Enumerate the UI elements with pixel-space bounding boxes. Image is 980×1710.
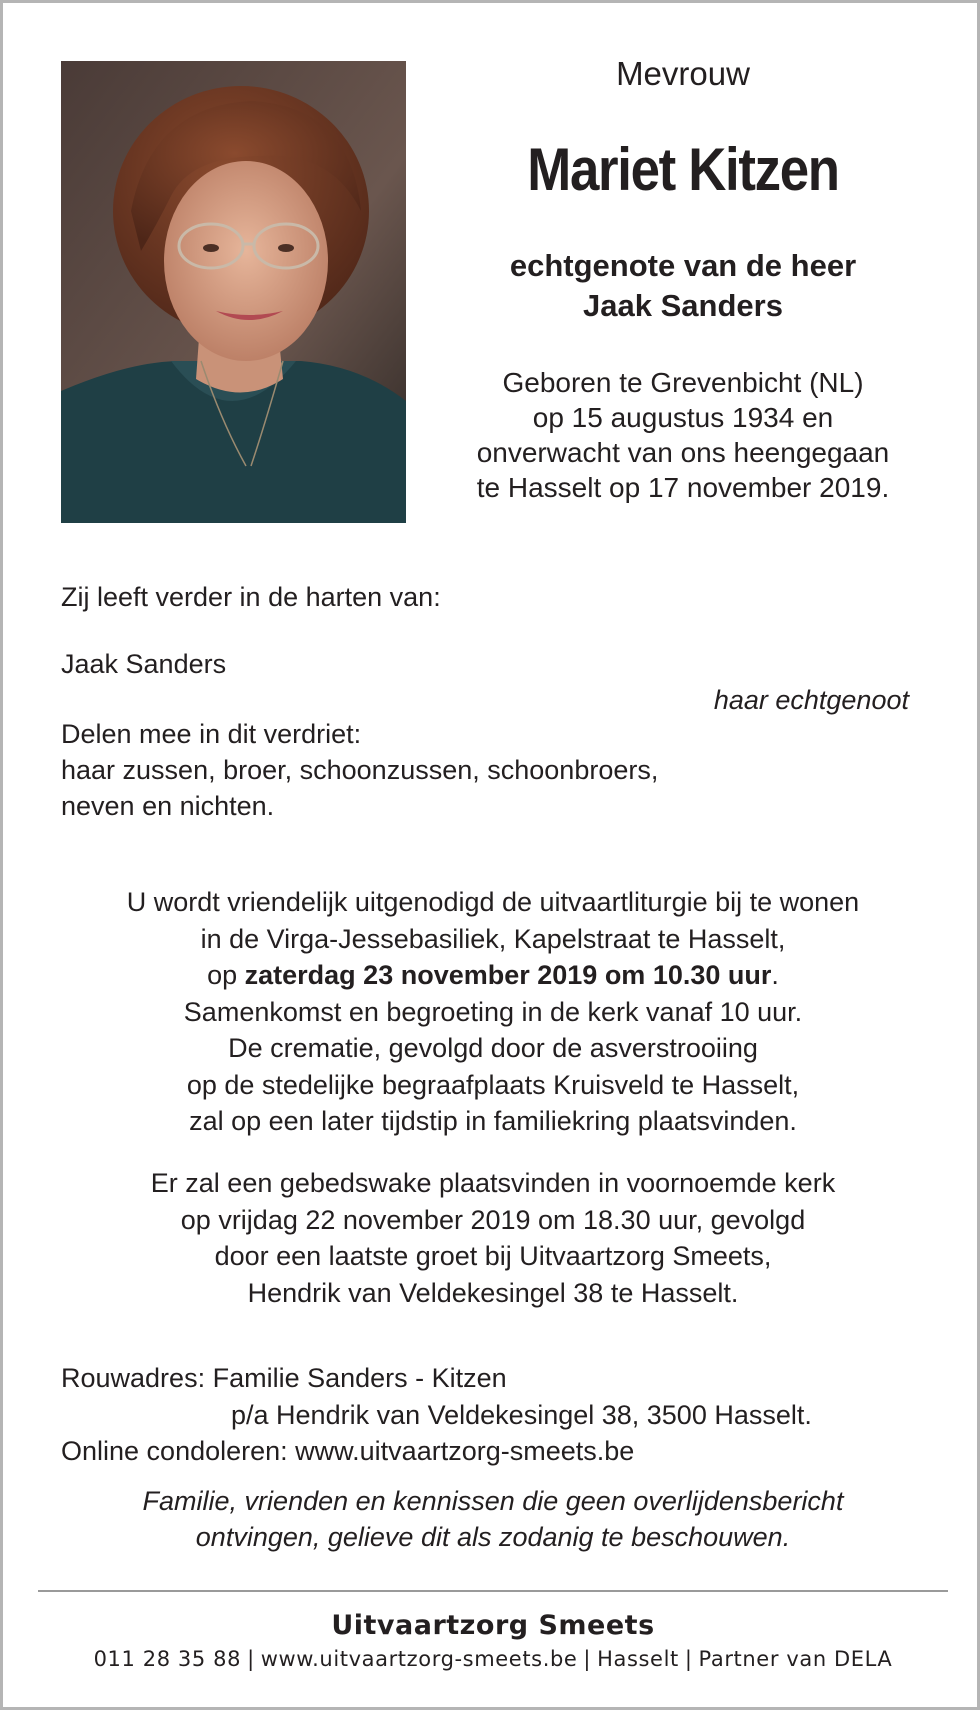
invitation-line: zal op een later tijdstip in familiekring plaatsvinden. <box>189 1106 797 1136</box>
invitation-date-line <box>43 957 943 994</box>
birth-line: te Hasselt op 17 november 2019. <box>476 472 890 503</box>
share-line: neven en nichten. <box>61 791 275 821</box>
spouse-line-2: Jaak Sanders <box>583 288 783 323</box>
portrait-photo <box>61 61 406 523</box>
notice-line: ontvingen, gelieve dit als zodanig te beschouwen. <box>195 1522 791 1552</box>
prayer-vigil-text <box>43 1165 943 1311</box>
wake-line: Er zal een gebedswake plaatsvinden in voornoemde kerk <box>150 1168 836 1198</box>
invitation-date-suffix: . <box>771 960 779 990</box>
mourning-address: Rouwadres: Familie Sanders - Kitzen <box>61 1363 507 1393</box>
funeral-home-website: www.uitvaartzorg-smeets.be <box>260 1647 578 1671</box>
share-line: haar zussen, broer, schoonzussen, schoonbroers, <box>61 755 659 785</box>
survivors-intro: Zij leeft verder in de harten van: <box>61 582 441 612</box>
share-line: Delen mee in dit verdriet: <box>61 719 362 749</box>
deceased-name: Mariet Kitzen <box>527 136 839 203</box>
survivor-spouse-role: haar echtgenoot <box>713 685 909 715</box>
invitation-date-prefix: op <box>207 960 245 990</box>
funeral-date: zaterdag 23 november 2019 om 10.30 uur <box>244 960 772 990</box>
funeral-home-partner: Partner van DELA <box>698 1647 893 1671</box>
wake-line: door een laatste groet bij Uitvaartzorg Smeets, <box>214 1241 772 1271</box>
invitation-line: U wordt vriendelijk uitgenodigd de uitvaartliturgie bij te wonen <box>126 887 860 917</box>
honorific: Mevrouw <box>616 55 750 92</box>
notification-notice <box>43 1483 943 1555</box>
birth-death-text <box>423 365 943 505</box>
notice-line: Familie, vrienden en kennissen die geen overlijdensbericht <box>142 1486 844 1516</box>
birth-line: op 15 augustus 1934 en <box>532 402 834 433</box>
invitation-line: op de stedelijke begraafplaats Kruisveld te Hasselt, <box>186 1069 800 1100</box>
birth-line: onverwacht van ons heengegaan <box>476 437 890 468</box>
spouse-statement <box>423 246 943 326</box>
footer-separator: | <box>583 1647 592 1671</box>
spouse-line-1: echtgenote van de heer <box>509 248 857 283</box>
share-grief-text <box>61 716 658 824</box>
mourning-address-street: p/a Hendrik van Veldekesingel 38, 3500 Hasselt. <box>231 1400 812 1430</box>
funeral-home-city: Hasselt <box>597 1647 679 1671</box>
funeral-invitation <box>43 884 943 1140</box>
funeral-home-name: Uitvaartzorg Smeets <box>331 1610 655 1641</box>
birth-line: Geboren te Grevenbicht (NL) <box>502 367 864 398</box>
invitation-line: De crematie, gevolgd door de asverstrooiing <box>228 1033 758 1063</box>
wake-line: Hendrik van Veldekesingel 38 te Hasselt. <box>247 1277 739 1308</box>
funeral-home-info <box>43 1647 943 1671</box>
online-condolences: Online condoleren: www.uitvaartzorg-smeets.be <box>61 1436 635 1466</box>
funeral-home-phone: 011 28 35 88 <box>93 1647 242 1671</box>
invitation-line: in de Virga-Jessebasiliek, Kapelstraat te Hasselt, <box>200 923 786 954</box>
portrait-image <box>61 61 406 523</box>
footer-separator: | <box>247 1647 255 1671</box>
survivor-spouse-name: Jaak Sanders <box>61 649 227 679</box>
wake-line: op vrijdag 22 november 2019 om 18.30 uur, gevolgd <box>180 1204 806 1235</box>
footer-divider <box>38 1590 948 1592</box>
invitation-line: Samenkomst en begroeting in de kerk vanaf 10 uur. <box>183 996 803 1027</box>
footer-separator: | <box>684 1647 693 1671</box>
